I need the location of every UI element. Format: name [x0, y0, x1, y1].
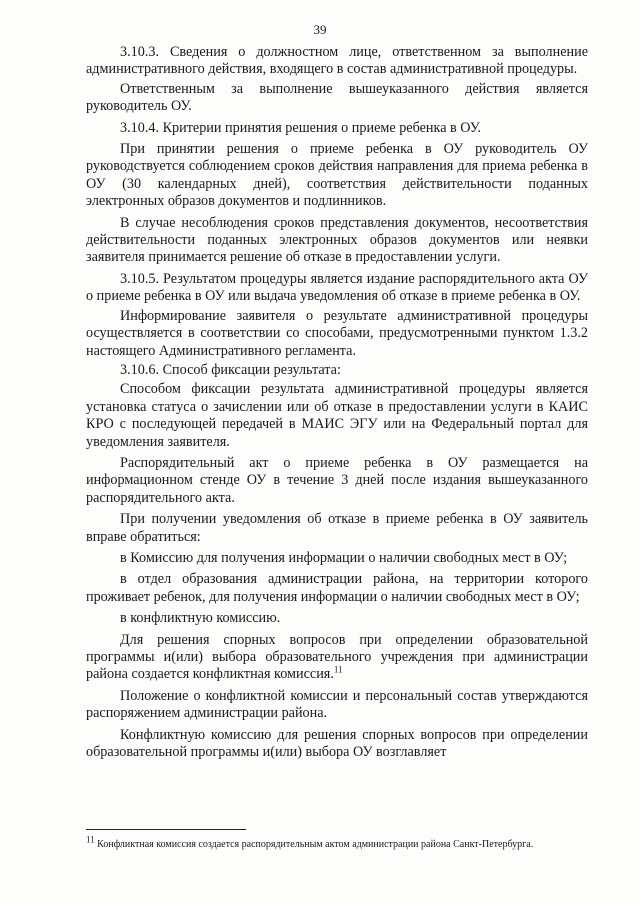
paragraph-informing: Информирование заявителя о результате административной процедуры осуществляется в соответствии со способами, предусмотренными пунктом 1.3.2 настоящего Административного регламента. [86, 307, 588, 359]
paragraph-3-10-3: 3.10.3. Сведения о должностном лице, ответственном за выполнение административного действия, входящего в состав административной процедуры. [86, 44, 588, 78]
footnote-text: Конфликтная комиссия создается распорядительным актом администрации района Санкт-Петербурга. [97, 839, 534, 850]
paragraph-3-10-5: 3.10.5. Результатом процедуры является издание распорядительного акта ОУ о приеме ребенка в ОУ или выдача уведомления об отказе в приеме ребенка в ОУ. [86, 270, 588, 305]
footnote-marker: 11 [86, 834, 95, 845]
paragraph-3-10-6: 3.10.6. Способ фиксации результата: [120, 361, 341, 378]
paragraph-3-10-4: 3.10.4. Критерии принятия решения о приеме ребенка в ОУ. [120, 119, 482, 136]
paragraph-decision-criteria: При принятии решения о приеме ребенка в ОУ руководитель ОУ руководствуется соблюдением сроков действия направления для приема ребенка в ОУ (30 календарных дней), соответствия действительности поданных электронных образов документов и подлинников. [86, 141, 588, 210]
paragraph-regulation: Положение о конфликтной комиссии и персональный состав утверждаются распоряжением администрации района. [86, 687, 588, 722]
list-item-conflict-commission: в конфликтную комиссию. [120, 610, 281, 627]
footnote [86, 834, 588, 851]
list-item-commission: в Комиссию для получения информации о наличии свободных мест в ОУ; [120, 549, 568, 566]
footnote-reference: 11 [333, 664, 343, 675]
paragraph-fixation: Способом фиксации результата административной процедуры является установка статуса о зачислении или об отказе в предоставлении услуги в КАИС КРО с последующей передачей в МАИС ЭГУ или на Федеральный портал для уведомления заявителя. [86, 381, 588, 450]
footnote-divider [86, 829, 246, 830]
paragraph-responsible: Ответственным за выполнение вышеуказанного действия является руководитель ОУ. [86, 80, 588, 115]
paragraph-commission-head: Конфликтную комиссию для решения спорных вопросов при определении образовательной программы и(или) выбора ОУ возглавляет [86, 726, 588, 761]
document-body [86, 44, 588, 765]
paragraph-refusal-case: В случае несоблюдения сроков представления документов, несоответствия действительности поданных электронных образов документов или неявки заявителя принимается решение об отказе в предоставлении услуги. [86, 214, 588, 266]
list-item-education-dept: в отдел образования администрации района, на территории которого проживает ребенок, для получения информации о наличии свободных мест в ОУ; [86, 571, 588, 605]
paragraph-conflict-commission [86, 632, 588, 684]
page-number: 39 [313, 22, 327, 37]
paragraph-order-posting: Распорядительный акт о приеме ребенка в ОУ размещается на информационном стенде ОУ в течение 3 дней после издания вышеуказанного распорядительного акта. [86, 454, 588, 506]
paragraph-appeal-intro: При получении уведомления об отказе в приеме ребенка в ОУ заявитель вправе обратиться: [86, 511, 588, 545]
paragraph-conflict-commission-text: Для решения спорных вопросов при определении образовательной программы и(или) выбора образовательного учреждения при администрации района создается конфликтная комиссия. [86, 631, 588, 683]
